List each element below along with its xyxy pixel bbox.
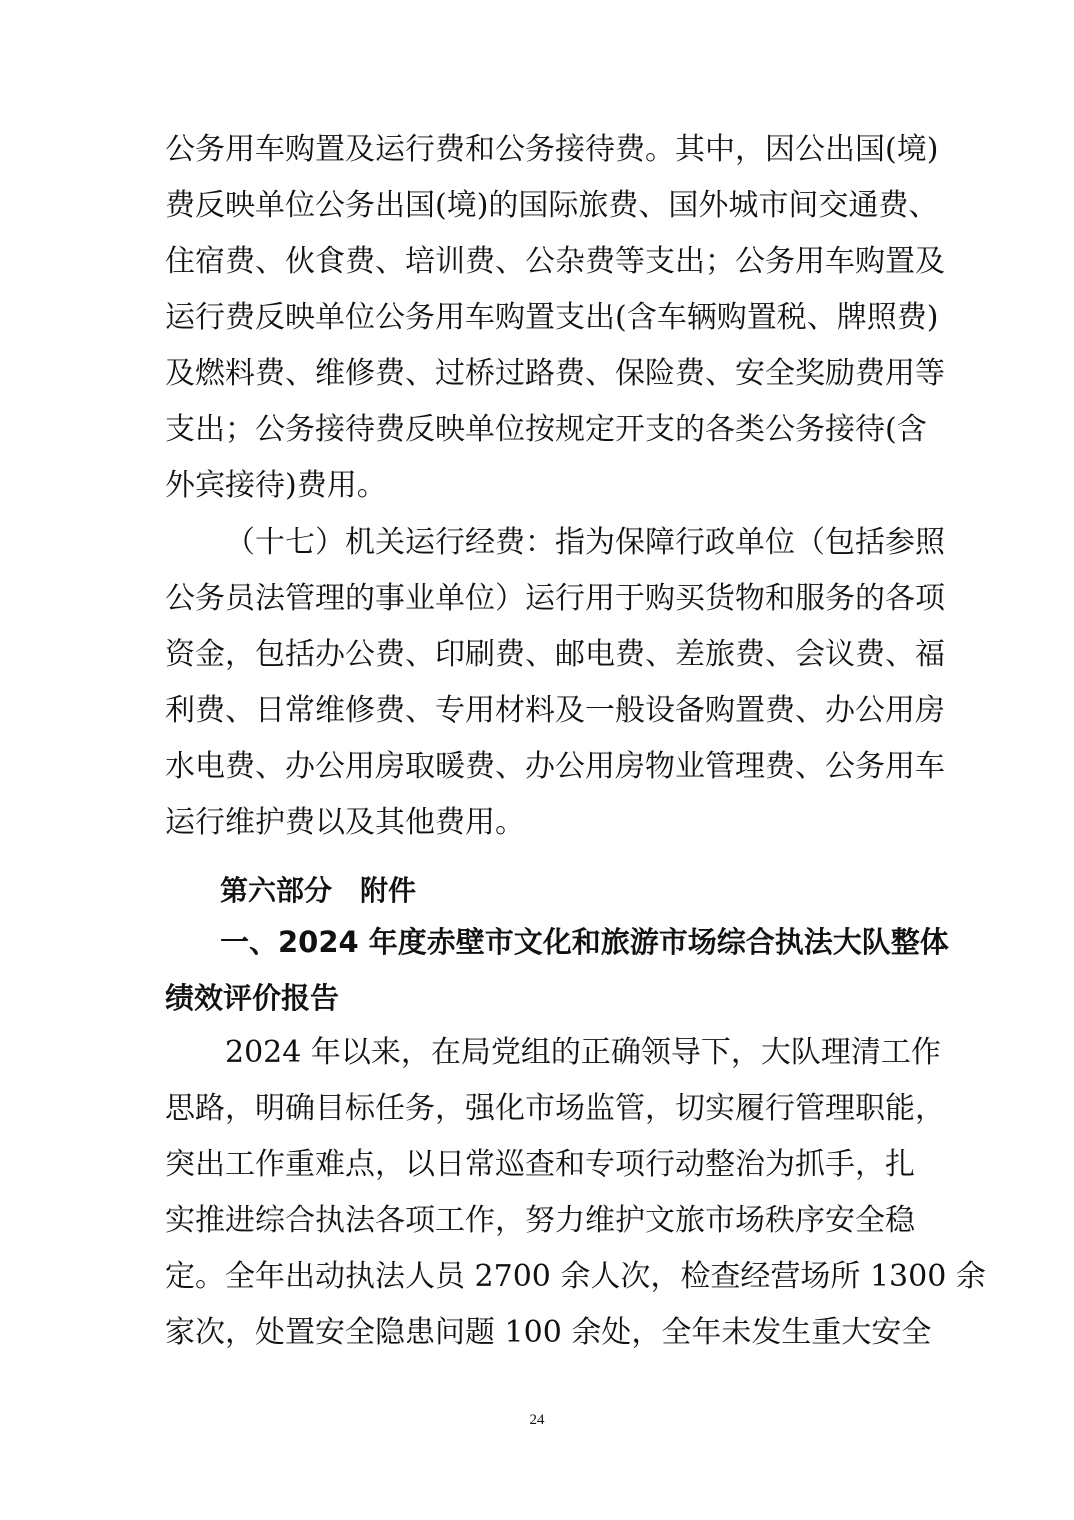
paragraph-2-line-2: 公务员法管理的事业单位）运行用于购买货物和服务的各项 (165, 581, 945, 616)
section-heading: 第六部分 附件 (220, 874, 417, 907)
paragraph-1-line-3: 住宿费、伙食费、培训费、公杂费等支出；公务用车购置及 (165, 244, 945, 279)
paragraph-2-line-6: 运行维护费以及其他费用。 (165, 805, 525, 840)
paragraph-3-line-4: 实推进综合执法各项工作，努力维护文旅市场秩序安全稳 (165, 1203, 915, 1238)
page-number: 24 (529, 1412, 545, 1428)
paragraph-3-line-5: 定。全年出动执法人员 2700 余人次，检查经营场所 1300 余 (165, 1259, 986, 1294)
paragraph-3-line-3: 突出工作重难点，以日常巡查和专项行动整治为抓手，扎 (165, 1147, 915, 1182)
paragraph-2-line-3: 资金，包括办公费、印刷费、邮电费、差旅费、会议费、福 (165, 637, 945, 672)
paragraph-2-line-1: （十七）机关运行经费：指为保障行政单位（包括参照 (225, 525, 945, 560)
paragraph-1-line-7: 外宾接待)费用。 (165, 468, 387, 503)
report-title-line-1: 一、2024 年度赤壁市文化和旅游市场综合执法大队整体 (220, 925, 949, 959)
paragraph-2-line-5: 水电费、办公用房取暖费、办公用房物业管理费、公务用车 (165, 749, 945, 784)
paragraph-1-line-5: 及燃料费、维修费、过桥过路费、保险费、安全奖励费用等 (165, 356, 945, 391)
paragraph-1-line-2: 费反映单位公务出国(境)的国际旅费、国外城市间交通费、 (165, 188, 939, 223)
paragraph-3-line-1: 2024 年以来，在局党组的正确领导下，大队理清工作 (225, 1035, 941, 1070)
paragraph-1-line-1: 公务用车购置及运行费和公务接待费。其中，因公出国(境) (165, 132, 939, 167)
report-title-line-2: 绩效评价报告 (165, 981, 340, 1015)
paragraph-1-line-6: 支出；公务接待费反映单位按规定开支的各类公务接待(含 (165, 412, 927, 447)
paragraph-2-line-4: 利费、日常维修费、专用材料及一般设备购置费、办公用房 (165, 693, 945, 728)
paragraph-3-line-6: 家次，处置安全隐患问题 100 余处，全年未发生重大安全 (165, 1315, 932, 1350)
paragraph-3-line-2: 思路，明确目标任务，强化市场监管，切实履行管理职能， (165, 1091, 945, 1126)
paragraph-1-line-4: 运行费反映单位公务用车购置支出(含车辆购置税、牌照费) (165, 300, 939, 335)
